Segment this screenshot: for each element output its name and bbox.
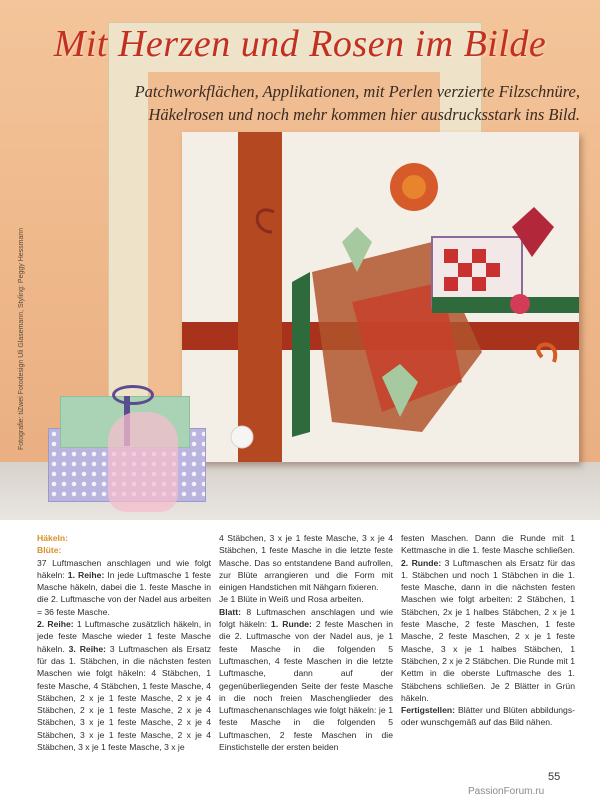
green-band — [432, 297, 579, 313]
paragraph: Je 1 Blüte in Weiß und Rosa arbeiten. — [219, 594, 364, 605]
paragraph: 2. Reihe: 1 Luftmasche zusätzlich häkeln, in jede feste Masche wieder 1 feste Masche häkeln. 3. Reihe: 3 Luftmaschen als Ersatz für das 1. Stäbchen, in die nächsten festen Maschen wie folgt häkeln: 4 Stäbchen, 1 feste Masche, 4 Stäbchen, 1 feste Masche, 4 Stäbchen, 2 x je 1 feste Masche, 2 x je 4 Stäbchen, 2 x je 1 feste Masche, 2 x je 4 Stäbchen, 3 x je 1 feste Masche, 2 x je 4 Stäbchen, 3 x je 1 feste Masche, 2 x je 4 Stäbchen, 3 x je 1 feste Masche, 3 x je — [37, 619, 211, 753]
green-strip — [292, 272, 310, 437]
column-1 — [37, 532, 211, 753]
article-title: Mit Herzen und Rosen im Bilde — [53, 23, 547, 65]
article-intro — [60, 80, 580, 126]
section-heading-crochet: Häkeln: — [37, 533, 69, 543]
paragraph: Blatt: 8 Luftmaschen anschlagen und wie folgt häkeln: 1. Runde: 2 feste Maschen in die 2. Luftmasche von der Nadel aus, je 1 feste Masche in die folgenden 5 Luftmaschen, 4 feste Maschen in die letzte Luftmasche, dann auf der gegenüberliegenden Seite der feste Masche in die noch freien Maschenglieder des Luftmaschenanschlages wie folgt häkeln: je 1 feste Masche in die folgenden 5 Luftmaschen, 2 feste Maschen in die Einstichstelle der ersten beiden — [219, 606, 393, 753]
page-number: 55 — [548, 771, 561, 783]
instructions-text — [37, 532, 575, 782]
photo-credit: Fotografie: tiZwei Fotodesign Uli Glasemann, Styling: Peggy Hessmann — [18, 227, 25, 450]
checker-patch — [432, 237, 522, 307]
section-heading-flower: Blüte: — [37, 545, 62, 556]
column-2 — [219, 532, 393, 753]
intro-line-2: Häkelrosen und noch mehr kommen hier ausdrucksstark ins Bild. — [148, 105, 580, 124]
paragraph: festen Maschen. Dann die Runde mit 1 Kettmasche in die 1. feste Masche schließen. 2. Runde: 3 Luftmaschen als Ersatz für das 1. Stäbchen und noch 1 Stäbchen in die 1. feste Masche, dann in die nächsten festen Maschen wie folgt arbeiten: 2 Stäbchen, 1 Stäbchen, 2x je 1 halbes Stäbchen, 2 x je 1 feste Masche, 2 feste Maschen, 1 feste Masche, 2 feste Maschen, 2 x je 1 feste Masche, 3 x je 1 halbes Stäbchen, 1 Stäbchen, 2 x je 2 Stäbchen. Die Runde mit 1 Kettm in die oberste Luftmasche des 1. Stäbchens schließen. Je 2 Blätter in Grün häkeln. — [401, 533, 575, 703]
organza-bag — [108, 412, 178, 512]
site-watermark: PassionForum.ru — [468, 786, 545, 797]
paragraph: 4 Stäbchen, 3 x je 1 feste Masche, 3 x je 4 Stäbchen, 1 feste Masche in die letzte feste Masche. Das so entstandene Band aufrollen, zur Blüte arrangieren und die Form mit einigen Handstichen mit Nähgarn fixieren. — [219, 533, 393, 593]
vertical-strip — [238, 132, 282, 462]
paragraph: 37 Luftmaschen anschlagen und wie folgt häkeln: 1. Reihe: In jede Luftmasche 1 feste Masche häkeln, dabei die 1. feste Masche in die 2. Luftmasche von der Nadel aus arbeiten = 36 feste Masche. — [37, 557, 211, 617]
rose-pink — [510, 294, 530, 314]
intro-line-1: Patchworkflächen, Applikationen, mit Perlen verzierte Filzschnüre, — [134, 82, 580, 101]
paragraph: Fertigstellen: Blätter und Blüten abbildungs- oder wunschgemäß auf das Bild nähen. — [401, 705, 575, 728]
rose-white — [231, 426, 253, 448]
ribbon-bow — [112, 385, 154, 405]
column-3 — [401, 532, 575, 729]
patchwork-artwork — [182, 132, 579, 462]
patchwork-canvas — [182, 132, 579, 462]
